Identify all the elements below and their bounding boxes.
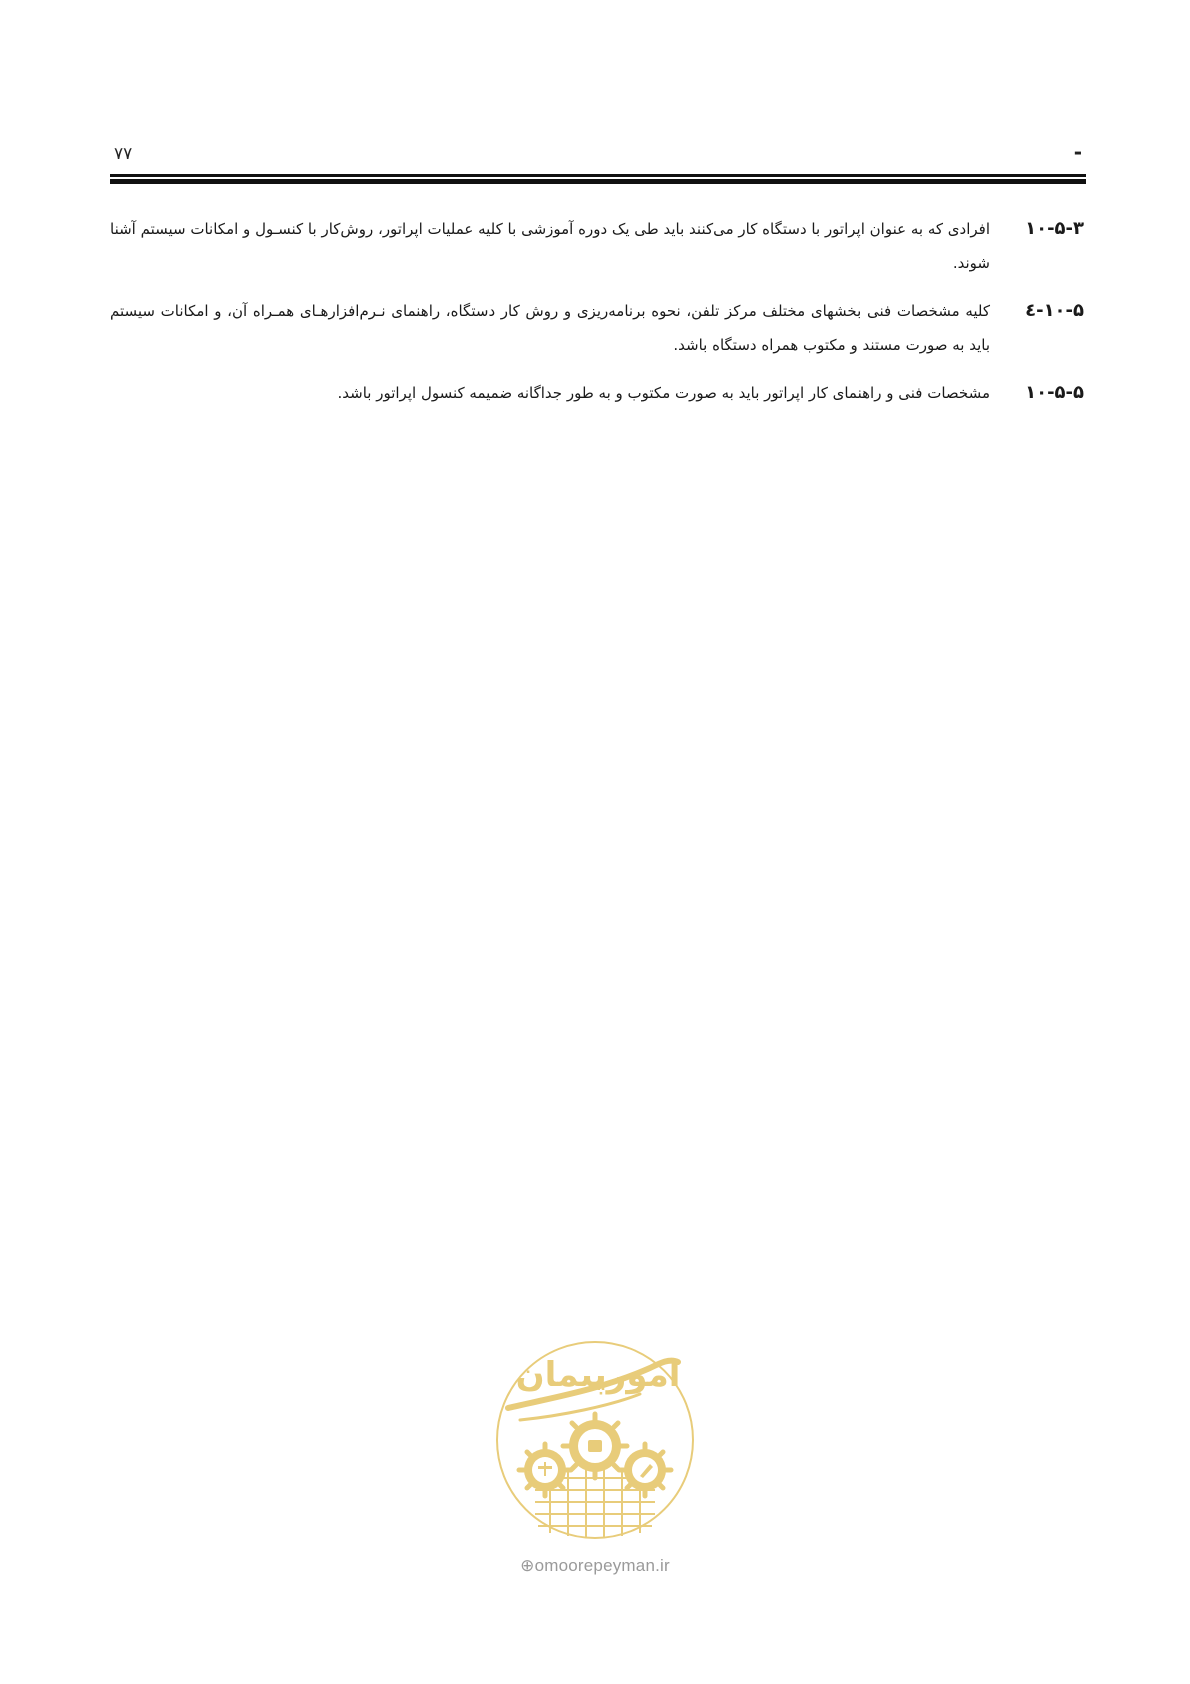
section-text: افرادی که به عنوان اپراتور با دستگاه کار می‌کنند باید طی یک دوره آموزشی با کلیه عملیات اپراتور، روش‌کار با کنسـول و امکانات سیستم آشنا شوند.: [110, 220, 990, 272]
section-number: ۱۰-۵-٤: [1025, 300, 1084, 321]
header-mark: -: [1073, 140, 1082, 164]
section-item: [110, 212, 1086, 280]
watermark-logo: [490, 1328, 700, 1558]
section-list: [110, 212, 1086, 424]
section-item: [110, 294, 1086, 362]
header-rule-thick: [110, 179, 1086, 184]
section-item: [110, 376, 1086, 410]
section-number: ۱۰-۵-۳: [1025, 218, 1084, 239]
header-rule-thin: [110, 174, 1086, 177]
page-number: ۷۷: [114, 144, 133, 164]
watermark-url-text: omoorepeyman.ir: [534, 1556, 670, 1575]
section-text: مشخصات فنی و راهنمای کار اپراتور باید به صورت مکتوب و به طور جداگانه ضمیمه کنسول اپراتور باشد.: [337, 384, 990, 402]
globe-icon: ⊕: [520, 1556, 535, 1575]
watermark-logo-text: امورپیمان: [515, 1355, 681, 1395]
section-text: کلیه مشخصات فنی بخشهای مختلف مرکز تلفن، نحوه برنامه‌ریزی و روش کار دستگاه، راهنمای نـرم‌افزارهـای همـراه آن، و امکانات سیستم باید به صورت مستند و مکتوب همراه دستگاه باشد.: [110, 302, 990, 354]
section-number: ۱۰-۵-۵: [1025, 382, 1084, 403]
watermark-url: [490, 1556, 700, 1576]
